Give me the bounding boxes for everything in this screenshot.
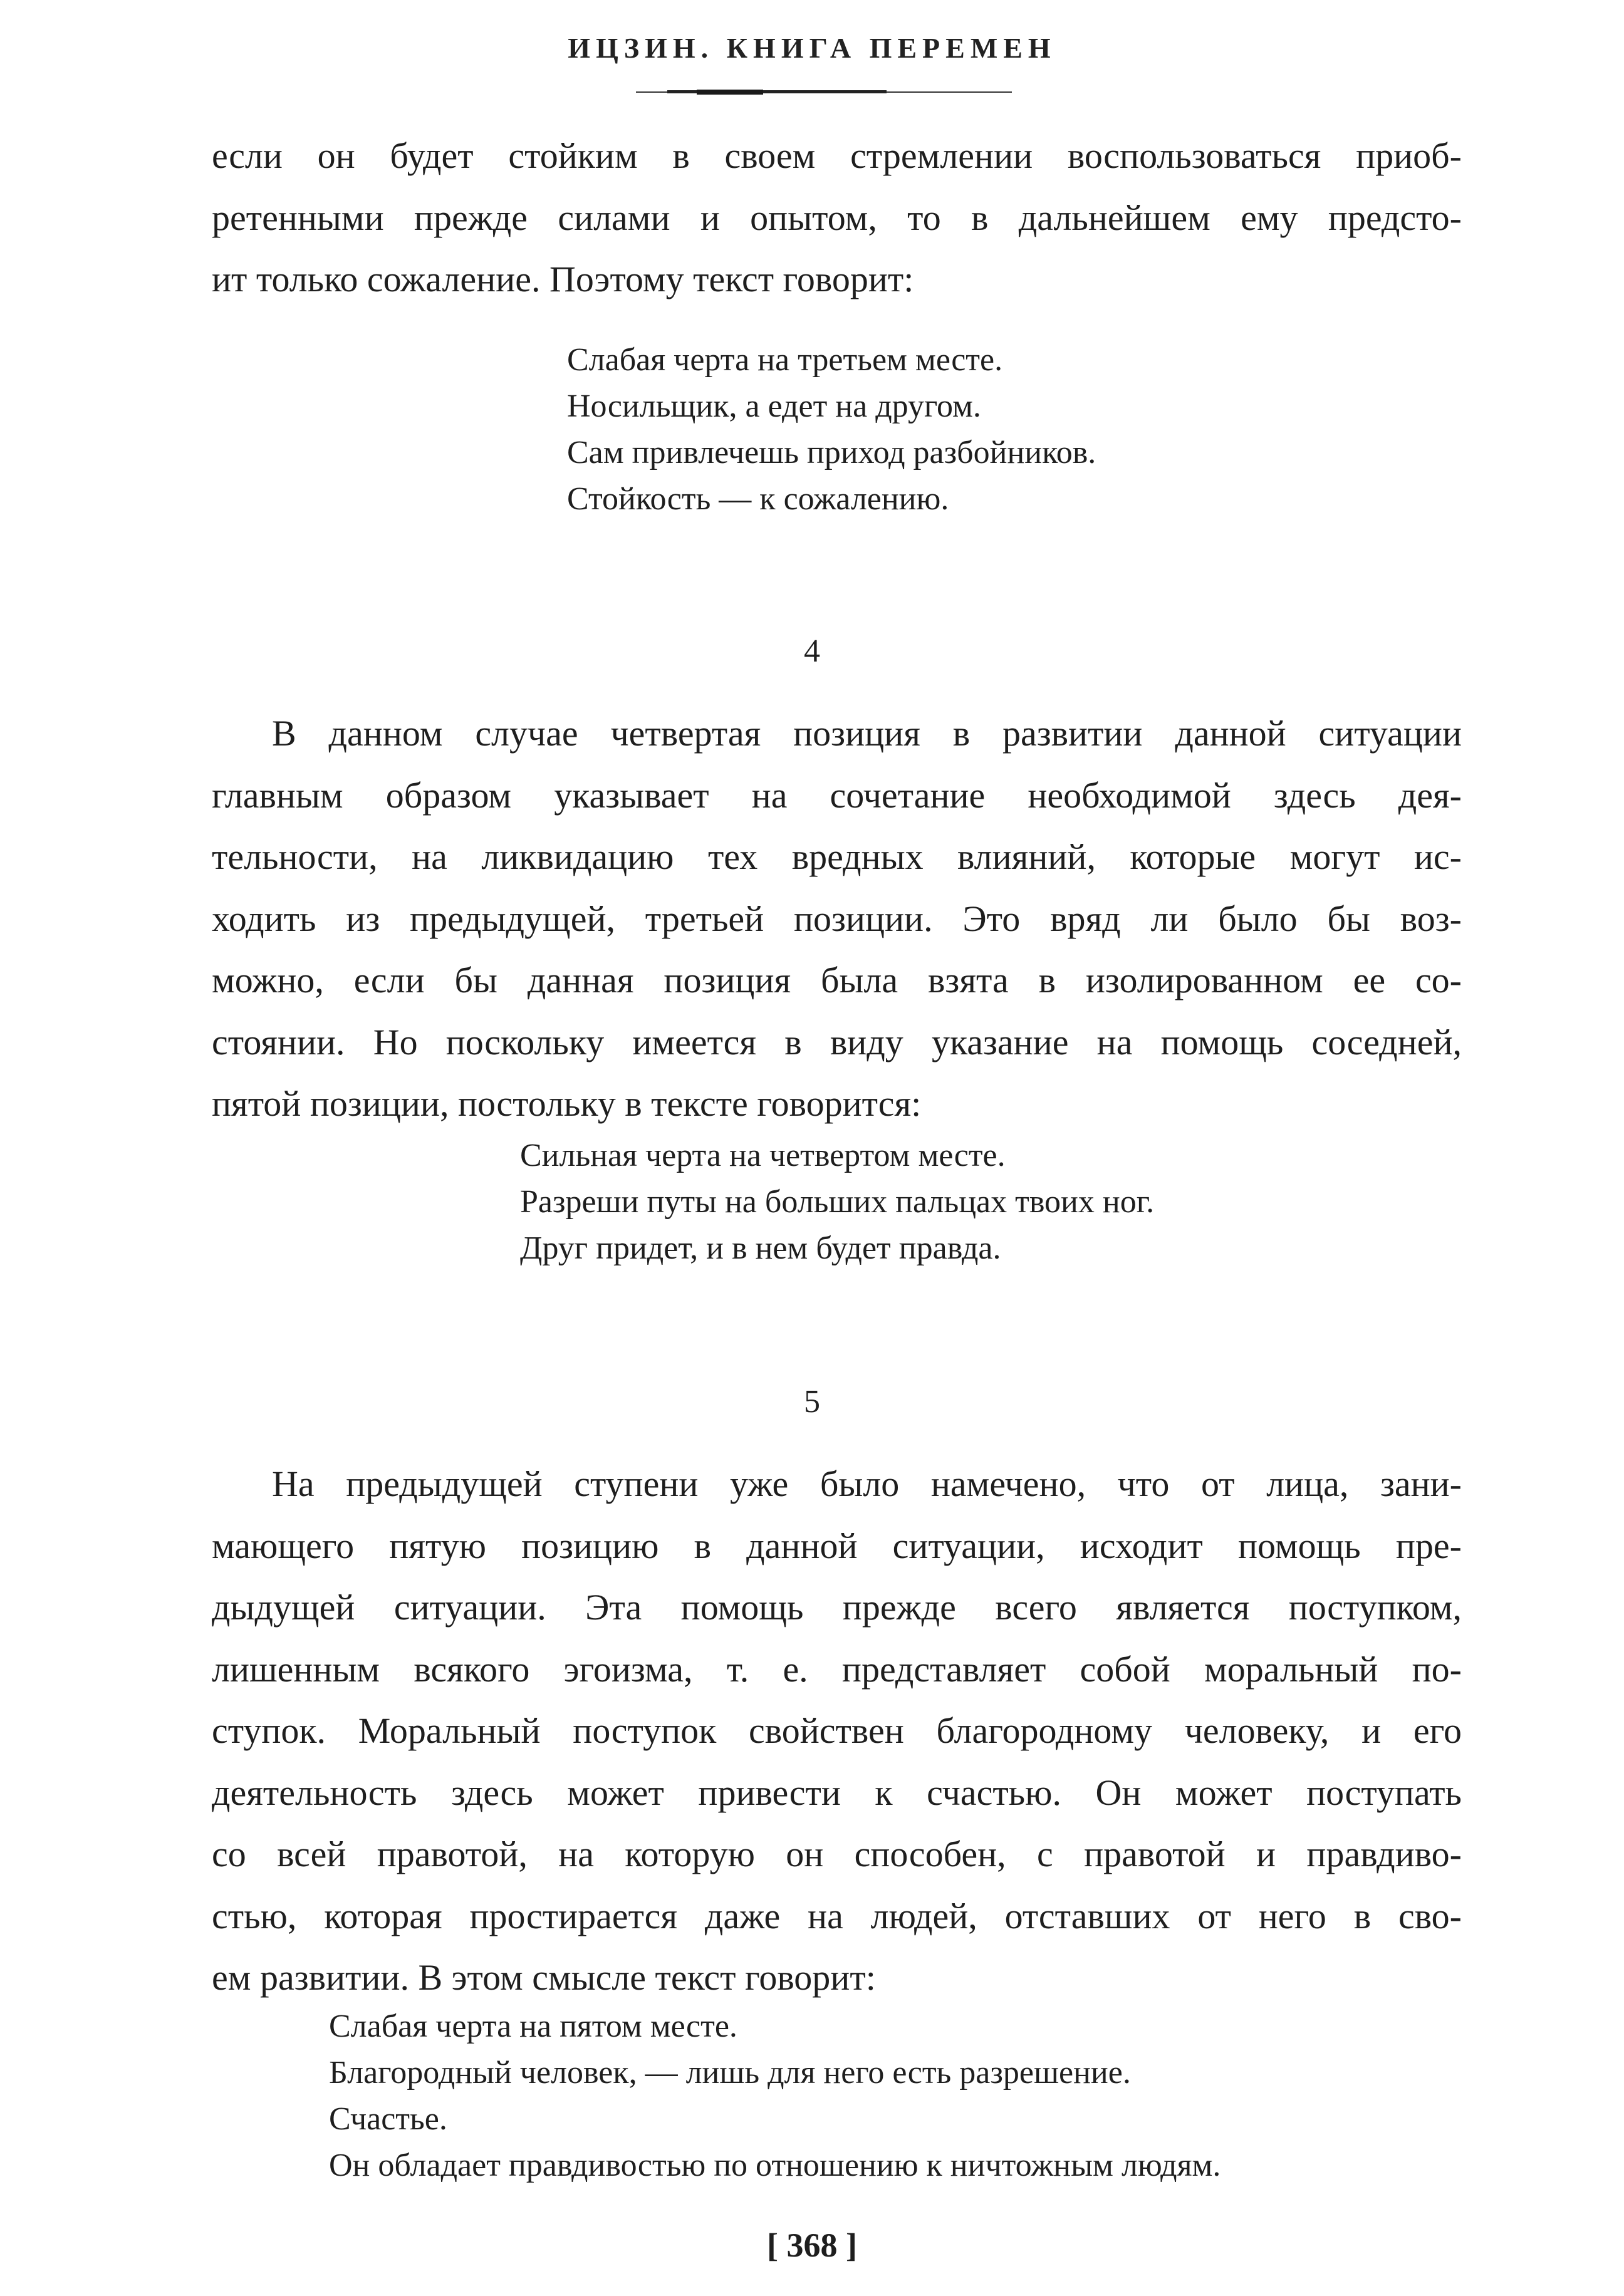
running-head-title: ИЦЗИН. КНИГА ПЕРЕМЕН (568, 32, 1056, 64)
verse-fourth-line (520, 1133, 1154, 1272)
verse-third-line (567, 337, 1096, 522)
text-line: можно, если бы данная позиция была взята в изолированном ее со- (212, 960, 1462, 1000)
text-line: стоянии. Но поскольку имеется в виду указание на помощь соседней, (212, 1021, 1462, 1062)
verse-line: Стойкость — к сожалению. (567, 481, 949, 517)
text-line: В данном случае четвертая позиция в развитии данной ситуации (272, 713, 1462, 754)
verse-line: Разреши путы на больших пальцах твоих ног. (520, 1184, 1155, 1220)
text-line: ретенными прежде силами и опытом, то в дальнейшем ему предсто- (212, 197, 1462, 238)
text-line: ходить из предыдущей, третьей позиции. Это вряд ли было бы воз- (212, 898, 1462, 939)
text-line: ступок. Моральный поступок свойствен благородному человеку, и его (212, 1710, 1462, 1751)
verse-line: Сам привлечешь приход разбойников. (567, 435, 1096, 470)
verse-line: Счастье. (329, 2101, 447, 2137)
rule-thick-segment (697, 90, 763, 95)
verse-line: Он обладает правдивостью по отношению к ничтожным людям. (329, 2148, 1221, 2183)
rule-mid-segment-right (761, 90, 887, 93)
text-line: мающего пятую позицию в данной ситуации, исходит помощь пре- (212, 1525, 1462, 1566)
text-line: лишенным всякого эгоизма, т. е. представляет собой моральный по- (212, 1648, 1462, 1690)
text-line: пятой позиции, постольку в тексте говорится: (212, 1083, 922, 1124)
text-line: На предыдущей ступени уже было намечено, что от лица, зани- (272, 1463, 1462, 1504)
paragraph-continuation (212, 125, 1462, 311)
text-line: если он будет стойким в своем стремлении воспользоваться приоб- (212, 135, 1462, 176)
page-number: [ 368 ] (767, 2226, 857, 2264)
paragraph-section-4 (212, 703, 1462, 1135)
text-line: деятельность здесь может привести к счастью. Он может поступать (212, 1772, 1462, 1813)
verse-line: Друг придет, и в нем будет правда. (520, 1230, 1001, 1266)
verse-line: Сильная черта на четвертом месте. (520, 1138, 1006, 1173)
verse-fifth-line (329, 2003, 1221, 2189)
verse-line: Слабая черта на третьем месте. (567, 342, 1003, 378)
paragraph-section-5 (212, 1453, 1462, 2009)
text-line: главным образом указывает на сочетание необходимой здесь дея- (212, 774, 1462, 816)
verse-line: Носильщик, а едет на другом. (567, 388, 981, 424)
verse-line: Слабая черта на пятом месте. (329, 2008, 737, 2044)
text-line: тельности, на ликвидацию тех вредных влияний, которые могут ис- (212, 836, 1462, 877)
section-number-4: 4 (804, 633, 820, 669)
text-line: стью, которая простирается даже на людей, отставших от него в сво- (212, 1895, 1462, 1936)
text-line: дыдущей ситуации. Эта помощь прежде всего является поступком, (212, 1587, 1462, 1628)
text-line: ем развитии. В этом смысле текст говорит: (212, 1957, 876, 1998)
verse-line: Благородный человек, — лишь для него есть разрешение. (329, 2055, 1131, 2091)
section-number-5: 5 (804, 1384, 820, 1420)
header-ornamental-rule (0, 89, 1624, 96)
text-line: ит только сожаление. Поэтому текст говорит: (212, 259, 914, 299)
text-line: со всей правотой, на которую он способен, с правотой и правдиво- (212, 1834, 1462, 1874)
